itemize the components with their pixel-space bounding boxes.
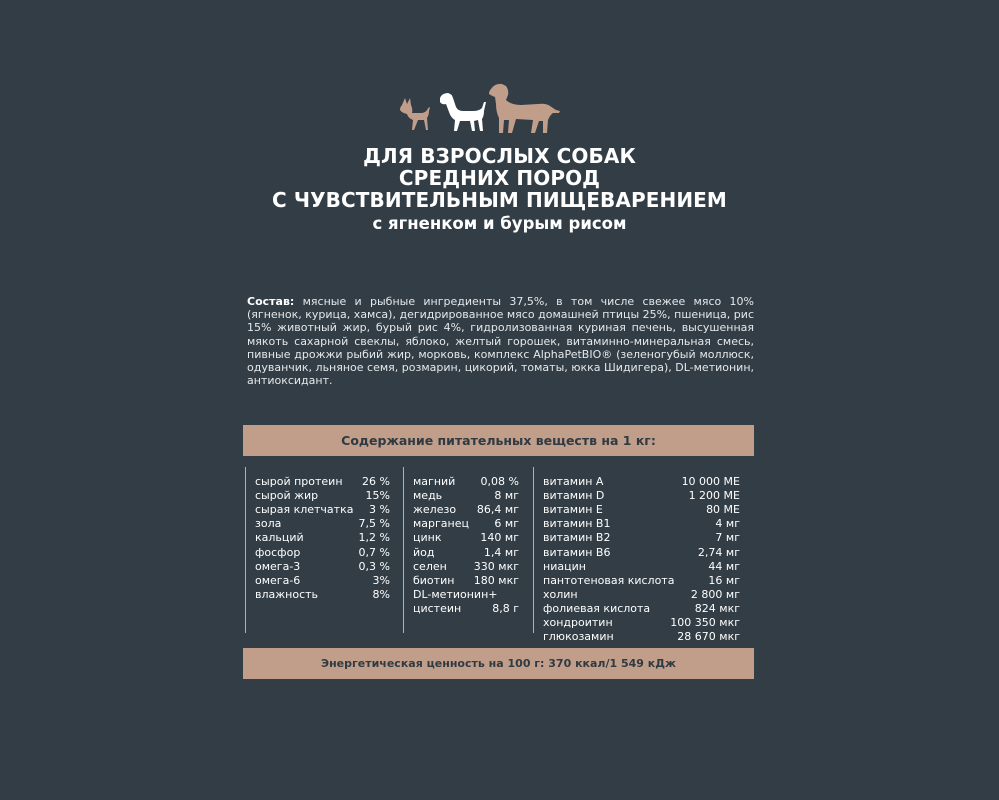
- nutrient-value: 0,7 %: [358, 545, 390, 559]
- nutrient-name: глюкозамин: [543, 630, 614, 644]
- nutrient-name: селен: [413, 559, 447, 573]
- energy-value-banner: Энергетическая ценность на 100 г: 370 ккал/1 549 кДж: [243, 648, 754, 679]
- nutrient-value: 824 мкг: [694, 601, 740, 615]
- nutrient-value: 16 мг: [708, 573, 740, 587]
- large-dog-icon: [489, 84, 560, 133]
- nutrients-column-1: [245, 467, 396, 633]
- nutrient-value: 3%: [372, 573, 390, 587]
- nutrient-name: ниацин: [543, 559, 586, 573]
- nutrient-value: 28 670 мкг: [677, 630, 740, 644]
- nutrient-value: 140 мг: [480, 531, 519, 545]
- nutrient-name: омега-6: [255, 573, 301, 587]
- nutrient-name: влажность: [255, 587, 319, 601]
- nutrient-value: 6 мг: [494, 517, 519, 531]
- medium-dog-icon: [440, 93, 486, 131]
- nutrient-value: 26 %: [362, 475, 390, 488]
- nutrient-name: марганец: [413, 517, 469, 531]
- title-line: С ЧУВСТВИТЕЛЬНЫМ ПИЩЕВАРЕНИЕМ: [272, 188, 727, 212]
- nutrient-value: 80 МЕ: [706, 503, 740, 517]
- nutrient-name: сырой протеин: [255, 475, 343, 488]
- nutrient-name: зола: [255, 517, 282, 531]
- nutrient-value: 2 800 мг: [690, 587, 740, 601]
- nutrient-value: 8 мг: [494, 489, 519, 503]
- nutrients-header-banner: Содержание питательных веществ на 1 кг:: [243, 425, 754, 456]
- nutrient-value: 2,74 мг: [697, 545, 740, 559]
- nutrient-name: омега-3: [255, 559, 301, 573]
- nutrient-name: витамин В1: [543, 517, 611, 531]
- nutrient-value: 1 200 МЕ: [688, 489, 740, 503]
- nutrient-name: магний: [413, 475, 456, 488]
- nutrient-name: витамин А: [543, 475, 604, 488]
- nutrient-value: 330 мкг: [473, 559, 519, 573]
- nutrient-value: 100 350 мкг: [670, 616, 740, 629]
- dog-sizes-illustration: [396, 78, 562, 136]
- nutrient-value: 10 000 МЕ: [681, 475, 740, 488]
- nutrient-name: витамин Е: [543, 503, 603, 517]
- nutrient-name: витамин D: [543, 489, 605, 503]
- small-dog-icon: [400, 98, 430, 130]
- title-line: СРЕДНИХ ПОРОД: [398, 166, 601, 190]
- nutrient-name: холин: [543, 587, 578, 601]
- nutrient-value: 4 мг: [715, 517, 740, 531]
- nutrient-value: 3 %: [369, 503, 390, 517]
- composition-body: мясные и рыбные ингредиенты 37,5%, в том числе свежее мясо 10% (ягненок, курица, хамса), дегидрированное мясо домашней птицы 25%, пшеница, рис 15% животный жир, бурый рис 4%, гидролизованная куриная печень, высушенная мякоть сахарной свеклы, яблоко, желтый горошек, витаминно-минеральная смесь, пивные дрожжи рыбий жир, морковь, комплекс AlphaPetBIO® (зеленогубый моллюск, одуванчик, льняное семя, розмарин, цикорий, томаты, юкка Шидигера), DL-метионин, антиоксидант.: [247, 295, 755, 388]
- nutrient-value: 1,2 %: [358, 531, 390, 545]
- nutrients-table: [243, 461, 754, 644]
- composition-label: Состав:: [247, 295, 295, 308]
- nutrient-value: 44 мг: [708, 559, 740, 573]
- nutrient-name: цистеин: [413, 601, 462, 615]
- nutrient-value: 7 мг: [715, 531, 740, 545]
- nutrient-value: 0,3 %: [358, 559, 390, 573]
- title-line: ДЛЯ ВЗРОСЛЫХ СОБАК: [363, 144, 636, 168]
- nutrients-column-2: [403, 467, 525, 633]
- nutrient-value: 8%: [372, 587, 390, 601]
- nutrient-name: йод: [413, 545, 435, 559]
- nutrient-name: цинк: [413, 531, 442, 545]
- nutrient-value: 0,08 %: [480, 475, 519, 488]
- nutrient-name: медь: [413, 489, 443, 503]
- composition-text: [247, 295, 754, 387]
- nutrient-name: хондроитин: [543, 616, 613, 629]
- nutrient-name: DL-метионин+: [413, 587, 498, 601]
- nutrient-name: сырой жир: [255, 489, 319, 503]
- nutrient-name: сырая клетчатка: [255, 503, 354, 517]
- nutrient-value: 15%: [365, 489, 390, 503]
- nutrient-name: фолиевая кислота: [543, 601, 651, 615]
- nutrient-value: 180 мкг: [473, 573, 519, 587]
- nutrient-name: витамин В2: [543, 531, 611, 545]
- product-title: [0, 145, 999, 211]
- nutrient-value: 86,4 мг: [476, 503, 519, 517]
- nutrients-column-3: [533, 467, 746, 644]
- nutrient-value: 8,8 г: [492, 601, 519, 615]
- nutrient-name: фосфор: [255, 545, 301, 559]
- nutrient-name: пантотеновая кислота: [543, 573, 675, 587]
- nutrient-name: железо: [413, 503, 457, 517]
- nutrient-value: 1,4 мг: [483, 545, 519, 559]
- nutrient-name: кальций: [255, 531, 304, 545]
- nutrient-value: 7,5 %: [358, 517, 390, 531]
- product-subtitle: с ягненком и бурым рисом: [372, 214, 627, 233]
- nutrient-name: витамин В6: [543, 545, 611, 559]
- nutrient-name: биотин: [413, 573, 455, 587]
